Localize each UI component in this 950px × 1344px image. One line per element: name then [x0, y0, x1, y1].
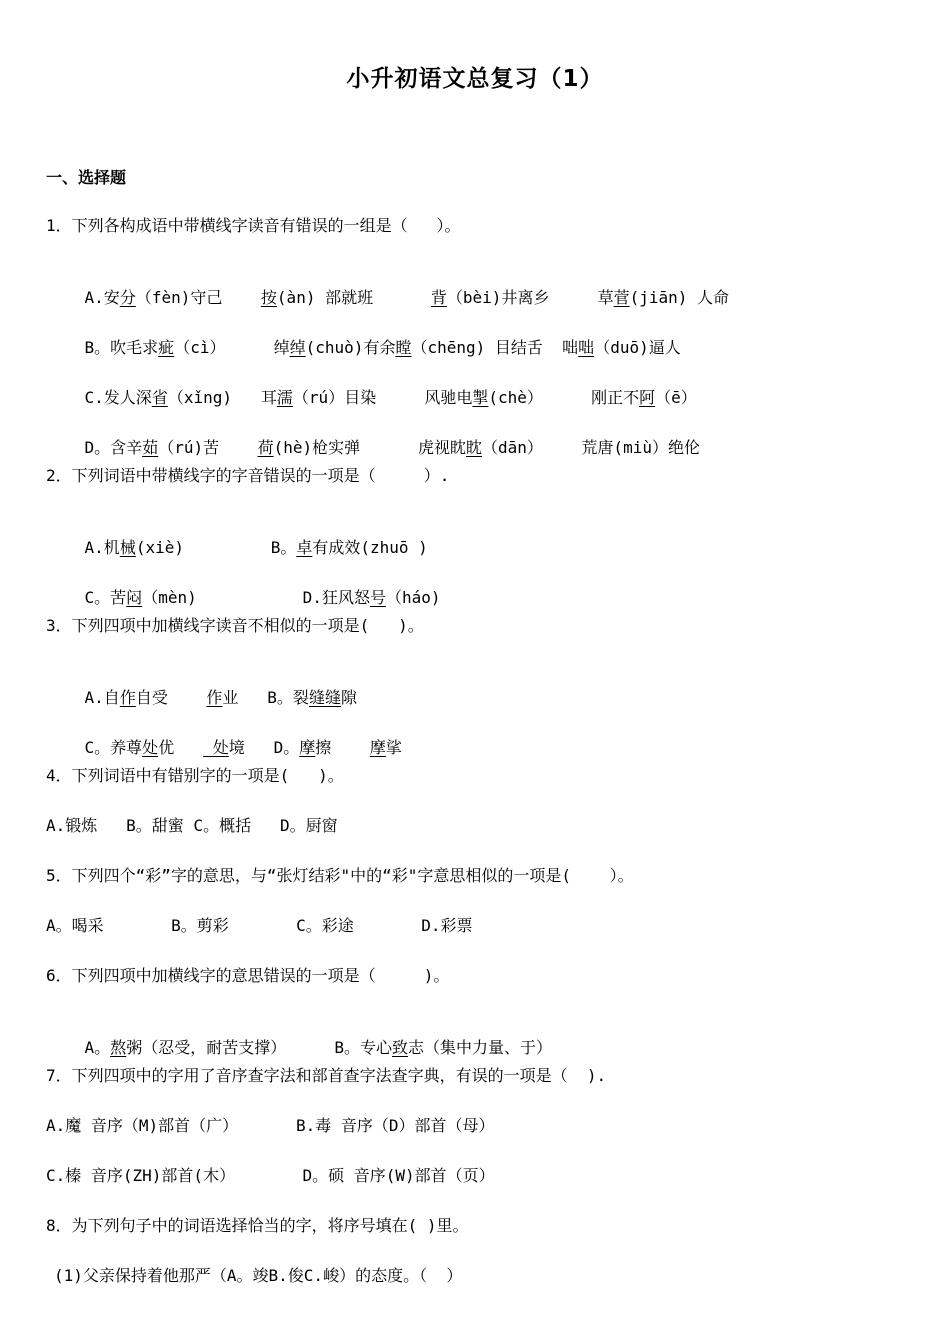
text-segment: （duō)逼人 [594, 338, 681, 357]
question-6-stem: 6．下列四项中加横线字的意思错误的一项是（ )。 [46, 966, 450, 985]
question-8-stem: 8．为下列句子中的词语选择恰当的字，将序号填在( )里。 [46, 1216, 469, 1235]
text-segment: 粥（忍受，耐苦支撑） B。专心 [126, 1038, 392, 1057]
underlined-char: 闷 [126, 588, 143, 607]
underlined-char: 荷 [257, 438, 274, 457]
text-segment: （dān） 荒唐(miù）绝伦 [482, 438, 700, 457]
underlined-char: 掣 [472, 388, 489, 407]
underlined-char: 卓 [296, 538, 313, 557]
text-segment: （ē） [655, 388, 697, 407]
text-segment: 优 [158, 738, 204, 757]
text-segment: C。苦 [84, 588, 127, 607]
underlined-char: 按 [260, 288, 277, 307]
text-segment: （rú)苦 [158, 438, 258, 457]
text-segment: 志（集中力量、于） [408, 1038, 553, 1057]
text-segment: （xǐng) 耳 [167, 388, 277, 407]
document-title: 小升初语文总复习（1） [346, 66, 604, 92]
text-segment: C.发人深 [84, 388, 152, 407]
underlined-char: 眈 [465, 438, 482, 457]
question-7-options-ab: A.魔 音序（M)部首（广） B.毒 音序（D）部首（母） [46, 1116, 495, 1135]
text-segment: A.安 [84, 288, 120, 307]
text-segment: A.自 [84, 688, 120, 707]
question-7-options-cd: C.榛 音序(ZH)部首(木） D。硕 音序(W)部首（页） [46, 1166, 495, 1185]
underlined-char: 摩 [369, 738, 386, 757]
text-segment: （cì） 绰 [174, 338, 290, 357]
text-segment: (chè） 刚正不 [488, 388, 640, 407]
text-segment: B。吹毛求 [84, 338, 159, 357]
underlined-char: 瞠 [395, 338, 412, 357]
question-8-sentence-1: (1)父亲保持着他那严（A。竣B.俊C.峻）的态度。（ ） [54, 1266, 463, 1285]
text-segment: A。 [84, 1038, 111, 1057]
question-2-stem: 2．下列词语中带横线字的字音错误的一项是（ ）. [46, 466, 450, 485]
text-segment: 有成效(zhuō ) [312, 538, 428, 557]
text-segment: 挲 [385, 738, 402, 757]
text-segment: C。养尊 [84, 738, 143, 757]
underlined-char: 械 [119, 538, 136, 557]
underlined-char: 菅 [613, 288, 630, 307]
underlined-char: 致 [392, 1038, 409, 1057]
text-segment: 自受 [135, 688, 207, 707]
text-segment: （mèn) D.狂风怒 [142, 588, 370, 607]
text-segment: （háo) [385, 588, 441, 607]
underlined-char: 作 [206, 688, 223, 707]
question-5-options: A。喝采 B。剪彩 C。彩途 D.彩票 [46, 916, 473, 935]
text-segment: A.机 [84, 538, 120, 557]
text-segment: (àn) 部就班 [276, 288, 431, 307]
text-segment: 境 D。 [228, 738, 300, 757]
question-7-stem: 7．下列四项中的字用了音序查字法和部首查字法查字典，有误的一项是（ ). [46, 1066, 607, 1085]
underlined-char: 缝缝 [308, 688, 341, 707]
underlined-char: 阿 [639, 388, 656, 407]
underlined-char: 处 [142, 738, 159, 757]
text-segment: 擦 [315, 738, 370, 757]
text-segment: 隙 [340, 688, 357, 707]
text-segment: （rú）目染 风驰电 [292, 388, 473, 407]
underlined-char: 疵 [158, 338, 175, 357]
text-segment: （fèn)守己 [135, 288, 261, 307]
underlined-char: 咄 [578, 338, 595, 357]
underlined-char: 茹 [142, 438, 159, 457]
text-segment: (chuò)有余 [305, 338, 396, 357]
question-4-stem: 4．下列词语中有错别字的一项是( )。 [46, 766, 344, 785]
text-segment: (hè)枪实弹 虎视眈 [273, 438, 466, 457]
question-5-stem: 5．下列四个“彩”字的意思，与“张灯结彩"中的“彩"字意思相似的一项是( ）。 [46, 866, 634, 885]
text-segment: （chēng) 目结舌 咄 [411, 338, 579, 357]
text-segment: D。含辛 [84, 438, 143, 457]
underlined-char: 濡 [276, 388, 293, 407]
underlined-char: 分 [119, 288, 136, 307]
text-segment: (jiān) 人命 [629, 288, 730, 307]
text-segment: 业 B。裂 [222, 688, 309, 707]
underlined-char: 摩 [299, 738, 316, 757]
underlined-char: 号 [369, 588, 386, 607]
underlined-char: 省 [151, 388, 168, 407]
underlined-char: 熬 [110, 1038, 127, 1057]
underlined-char: 处 [203, 738, 229, 757]
question-3-stem: 3．下列四项中加横线字读音不相似的一项是( )。 [46, 616, 424, 635]
question-1-stem: 1．下列各构成语中带横线字读音有错误的一组是（ ）。 [46, 216, 461, 235]
text-segment: （bèi)井离乡 草 [446, 288, 614, 307]
underlined-char: 作 [119, 688, 136, 707]
section-heading: 一、选择题 [46, 168, 127, 187]
underlined-char: 背 [430, 288, 447, 307]
text-segment: (xiè) B。 [135, 538, 297, 557]
underlined-char: 绰 [289, 338, 306, 357]
question-4-options: A.锻炼 B。甜蜜 C。概括 D。厨窗 [46, 816, 338, 835]
